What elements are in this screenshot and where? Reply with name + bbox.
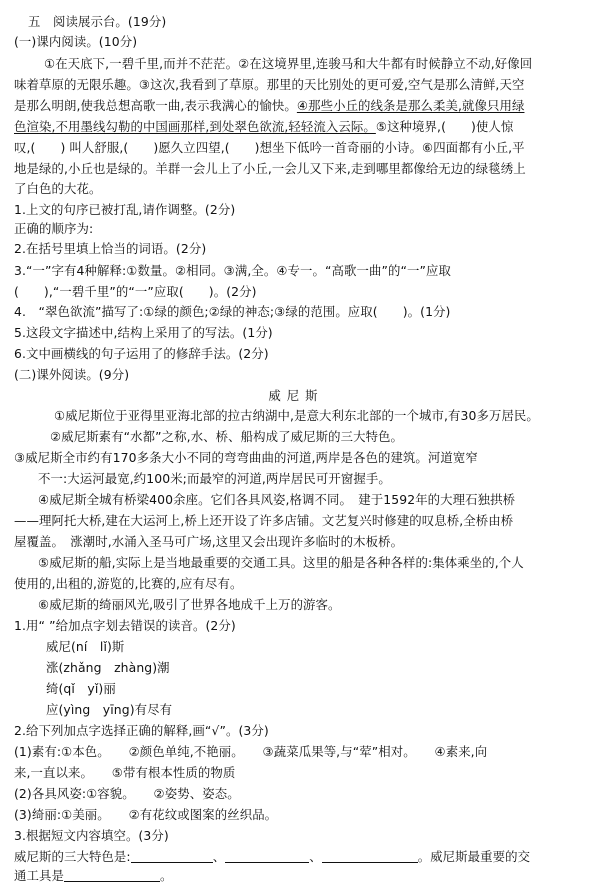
underlined-sentence-part2: 色渲染,不用墨线勾勒的中国画那样,到处翠色欲流,轻轻流入云际。 [14, 120, 376, 134]
fill-label-features: 威尼斯的三大特色是: [14, 850, 131, 864]
reading-question-3: 3.根据短文内容填空。(3分) [14, 829, 169, 843]
question-4: 4. “翠色欲流”描写了:①绿的颜色;②绿的神态;③绿的范围。应取( )。(1分) [14, 305, 451, 319]
pinyin-item-4: 应(yìng yīng)有尽有 [46, 703, 173, 717]
question-3-line-1: 3.“一”字有4种解释:①数量。②相同。③满,全。④专一。“高歌一曲”的“一”应取 [14, 264, 452, 278]
reading-question-1: 1.用“ ”给加点字划去错误的读音。(2分) [14, 619, 236, 633]
reading-question-2: 2.给下列加点字选择正确的解释,画“√”。(3分) [14, 724, 269, 738]
passage-line-7: 了白色的大花。 [14, 182, 102, 196]
separator-1: 、 [212, 850, 226, 864]
passage-line-4-plain: ⑤这种境界,( )使人惊 [375, 120, 514, 134]
answer-blank-feature-3[interactable] [322, 850, 418, 863]
article-paragraph-2: ②威尼斯素有“水都”之称,水、桥、船构成了威尼斯的三大特色。 [50, 430, 404, 444]
question-6: 6.文中画横线的句子运用了的修辞手法。(2分) [14, 347, 269, 361]
underlined-sentence-part1: ④那些小丘的线条是那么柔美,就像只用绿 [296, 99, 525, 113]
definition-3: (3)绮丽:①美丽。 ②有花纹或图案的丝织品。 [14, 808, 278, 822]
pinyin-item-3: 绮(qǐ yǐ)丽 [46, 682, 116, 696]
pinyin-item-2: 涨(zhǎng zhàng)潮 [46, 661, 170, 675]
article-paragraph-5-line-1: ⑤威尼斯的船,实际上是当地最重要的交通工具。这里的船是各种各样的:集体乘坐的,个人 [38, 556, 524, 570]
article-paragraph-5-line-2: 使用的,出租的,游览的,比赛的,应有尽有。 [14, 577, 243, 591]
passage-line-6: 地是绿的,小丘也是绿的。羊群一会儿上了小丘,一会儿又下来,走到哪里都像给无边的绿毯绣上 [14, 162, 526, 176]
question-5: 5.这段文字描述中,结构上采用了的写法。(1分) [14, 326, 273, 340]
passage-line-5: 叹,( ) 叫人舒服,( )愿久立四望,( )想坐下低吟一首奇丽的小诗。⑥四面都有小丘,平 [14, 141, 525, 155]
article-paragraph-4-line-3: 屋覆盖。 涨潮时,水涌入圣马可广场,这里又会出现许多临时的木板桥。 [14, 535, 404, 549]
fill-end-mark: 。 [159, 869, 173, 883]
fill-label-transport-2: 通工具是 [14, 869, 64, 883]
article-paragraph-6: ⑥威尼斯的绮丽风光,吸引了世界各地成千上万的游客。 [38, 598, 341, 612]
fill-line-1 [14, 850, 584, 864]
definition-1-line-1: (1)素有:①本色。 ②颜色单纯,不艳丽。 ③蔬菜瓜果等,与“荤”相对。 ④素来,向 [14, 745, 488, 759]
part1-heading: (一)课内阅读。(10分) [14, 35, 138, 49]
article-paragraph-1: ①威尼斯位于亚得里亚海北部的拉古纳湖中,是意大利东北部的一个城市,有30多万居民。 [54, 409, 539, 423]
article-paragraph-4-line-2: ——理阿托大桥,建在大运河上,桥上还开设了许多店铺。文艺复兴时修建的叹息桥,全桥由桥 [14, 514, 514, 528]
fill-line-2 [14, 869, 584, 883]
article-paragraph-4-line-1: ④威尼斯全城有桥梁400余座。它们各具风姿,格调不同。 建于1592年的大理石独拱桥 [38, 493, 516, 507]
passage-line-3-plain: 是那么明朗,使我总想高歌一曲,表示我满心的愉快。 [14, 99, 297, 113]
answer-blank-transport[interactable] [64, 869, 160, 882]
answer-blank-feature-1[interactable] [131, 850, 213, 863]
question-3-line-2: ( ),“一碧千里”的“一”应取( )。(2分) [14, 285, 257, 299]
section-header: 五 阅读展示台。(19分) [28, 15, 167, 29]
passage-line-4 [14, 120, 584, 134]
passage-line-2: 味着草原的无限乐趣。③这次,我看到了草原。那里的天比别处的更可爱,空气是那么清鲜,天空 [14, 78, 525, 92]
passage-line-1: ①在天底下,一碧千里,而并不茫茫。②在这境界里,连骏马和大牛都有时候静立不动,好像回 [44, 57, 533, 71]
fill-label-transport: 。威尼斯最重要的交 [417, 850, 531, 864]
question-1-answer-label: 正确的顺序为: [14, 222, 94, 236]
separator-2: 、 [309, 850, 322, 864]
definition-2: (2)各具风姿:①容貌。 ②姿势、姿态。 [14, 787, 240, 801]
definition-1-line-2: 来,一直以来。 ⑤带有根本性质的物质 [14, 766, 236, 780]
question-1: 1.上文的句序已被打乱,请作调整。(2分) [14, 203, 236, 217]
question-2: 2.在括号里填上恰当的词语。(2分) [14, 242, 207, 256]
article-paragraph-3-line-2: 不一:大运河最宽,约100米;而最窄的河道,两岸居民可开窗握手。 [38, 472, 391, 486]
answer-blank-feature-2[interactable] [225, 850, 309, 863]
part2-heading: (二)课外阅读。(9分) [14, 368, 130, 382]
article-title: 威尼斯 [268, 389, 324, 403]
passage-line-3 [14, 99, 584, 113]
article-paragraph-3-line-1: ③威尼斯全市约有170多条大小不同的弯弯曲曲的河道,两岸是各色的建筑。河道宽窄 [14, 451, 478, 465]
pinyin-item-1: 威尼(ní lǐ)斯 [46, 640, 125, 654]
